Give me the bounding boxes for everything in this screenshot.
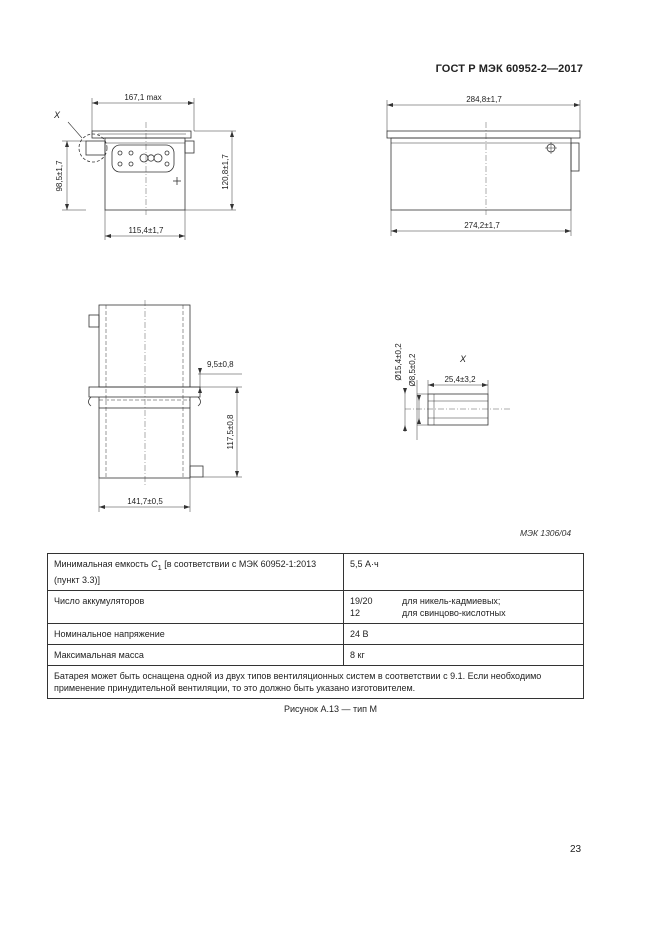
standard-header: ГОСТ Р МЭК 60952-2—2017 [435, 63, 583, 75]
table-row [48, 665, 584, 698]
row-label-cells: Число аккумуляторов [48, 590, 344, 623]
detail-x-title: X [460, 354, 467, 364]
dim-top-right-height: 117,5±0,8 [226, 414, 235, 450]
table-row [48, 590, 584, 623]
row-value-voltage: 24 В [344, 623, 584, 644]
row-label-mass: Максимальная масса [48, 644, 344, 665]
detail-x [405, 380, 510, 440]
front-view [62, 98, 236, 240]
table-row [48, 554, 584, 591]
row-value-mass: 8 кг [344, 644, 584, 665]
row-label-capacity: Минимальная емкость $C_1$ [в соответствии с МЭК 60952-1:2013 (пункт 3.3)] [48, 554, 344, 591]
figure-caption: Рисунок А.13 — тип М [284, 704, 377, 714]
dim-top-right-offset: 9,5±0,8 [207, 360, 234, 369]
dim-side-top-length: 284,8±1,7 [466, 95, 502, 104]
detail-label-x: X [54, 110, 61, 120]
row-label-voltage: Номинальное напряжение [48, 623, 344, 644]
dim-detail-outer-diameter: Ø15,4±0,2 [394, 343, 403, 381]
dim-front-left-height: 98,5±1,7 [55, 160, 64, 192]
page-number: 23 [570, 844, 582, 855]
top-view [89, 300, 243, 512]
figure-reference: МЭК 1306/04 [520, 528, 572, 538]
table-row [48, 644, 584, 665]
side-view [387, 100, 580, 236]
spec-table [47, 553, 584, 699]
table-note: Батарея может быть оснащена одной из двух типов вентиляционных систем в соответствии с 9.1. Если необходимо применение принудительной вентиляции, то это должно быть указано изготовителем. [48, 665, 584, 698]
dim-top-bottom-width: 141,7±0,5 [127, 497, 163, 506]
row-value-cells: 19/20 для никель-кадмиевых; 12 для свинцово-кислотных [344, 590, 584, 623]
dim-detail-inner-diameter: Ø8,5±0,2 [408, 353, 417, 387]
dim-detail-length: 25,4±3,2 [444, 375, 476, 384]
dim-front-top-width: 167,1 max [124, 93, 162, 102]
dim-side-bottom-length: 274,2±1,7 [464, 221, 500, 230]
dim-front-bottom-width: 115,4±1,7 [128, 226, 164, 235]
row-value-capacity: 5,5 А·ч [344, 554, 584, 591]
table-row [48, 623, 584, 644]
dim-front-right-height: 120,8±1,7 [221, 154, 230, 190]
